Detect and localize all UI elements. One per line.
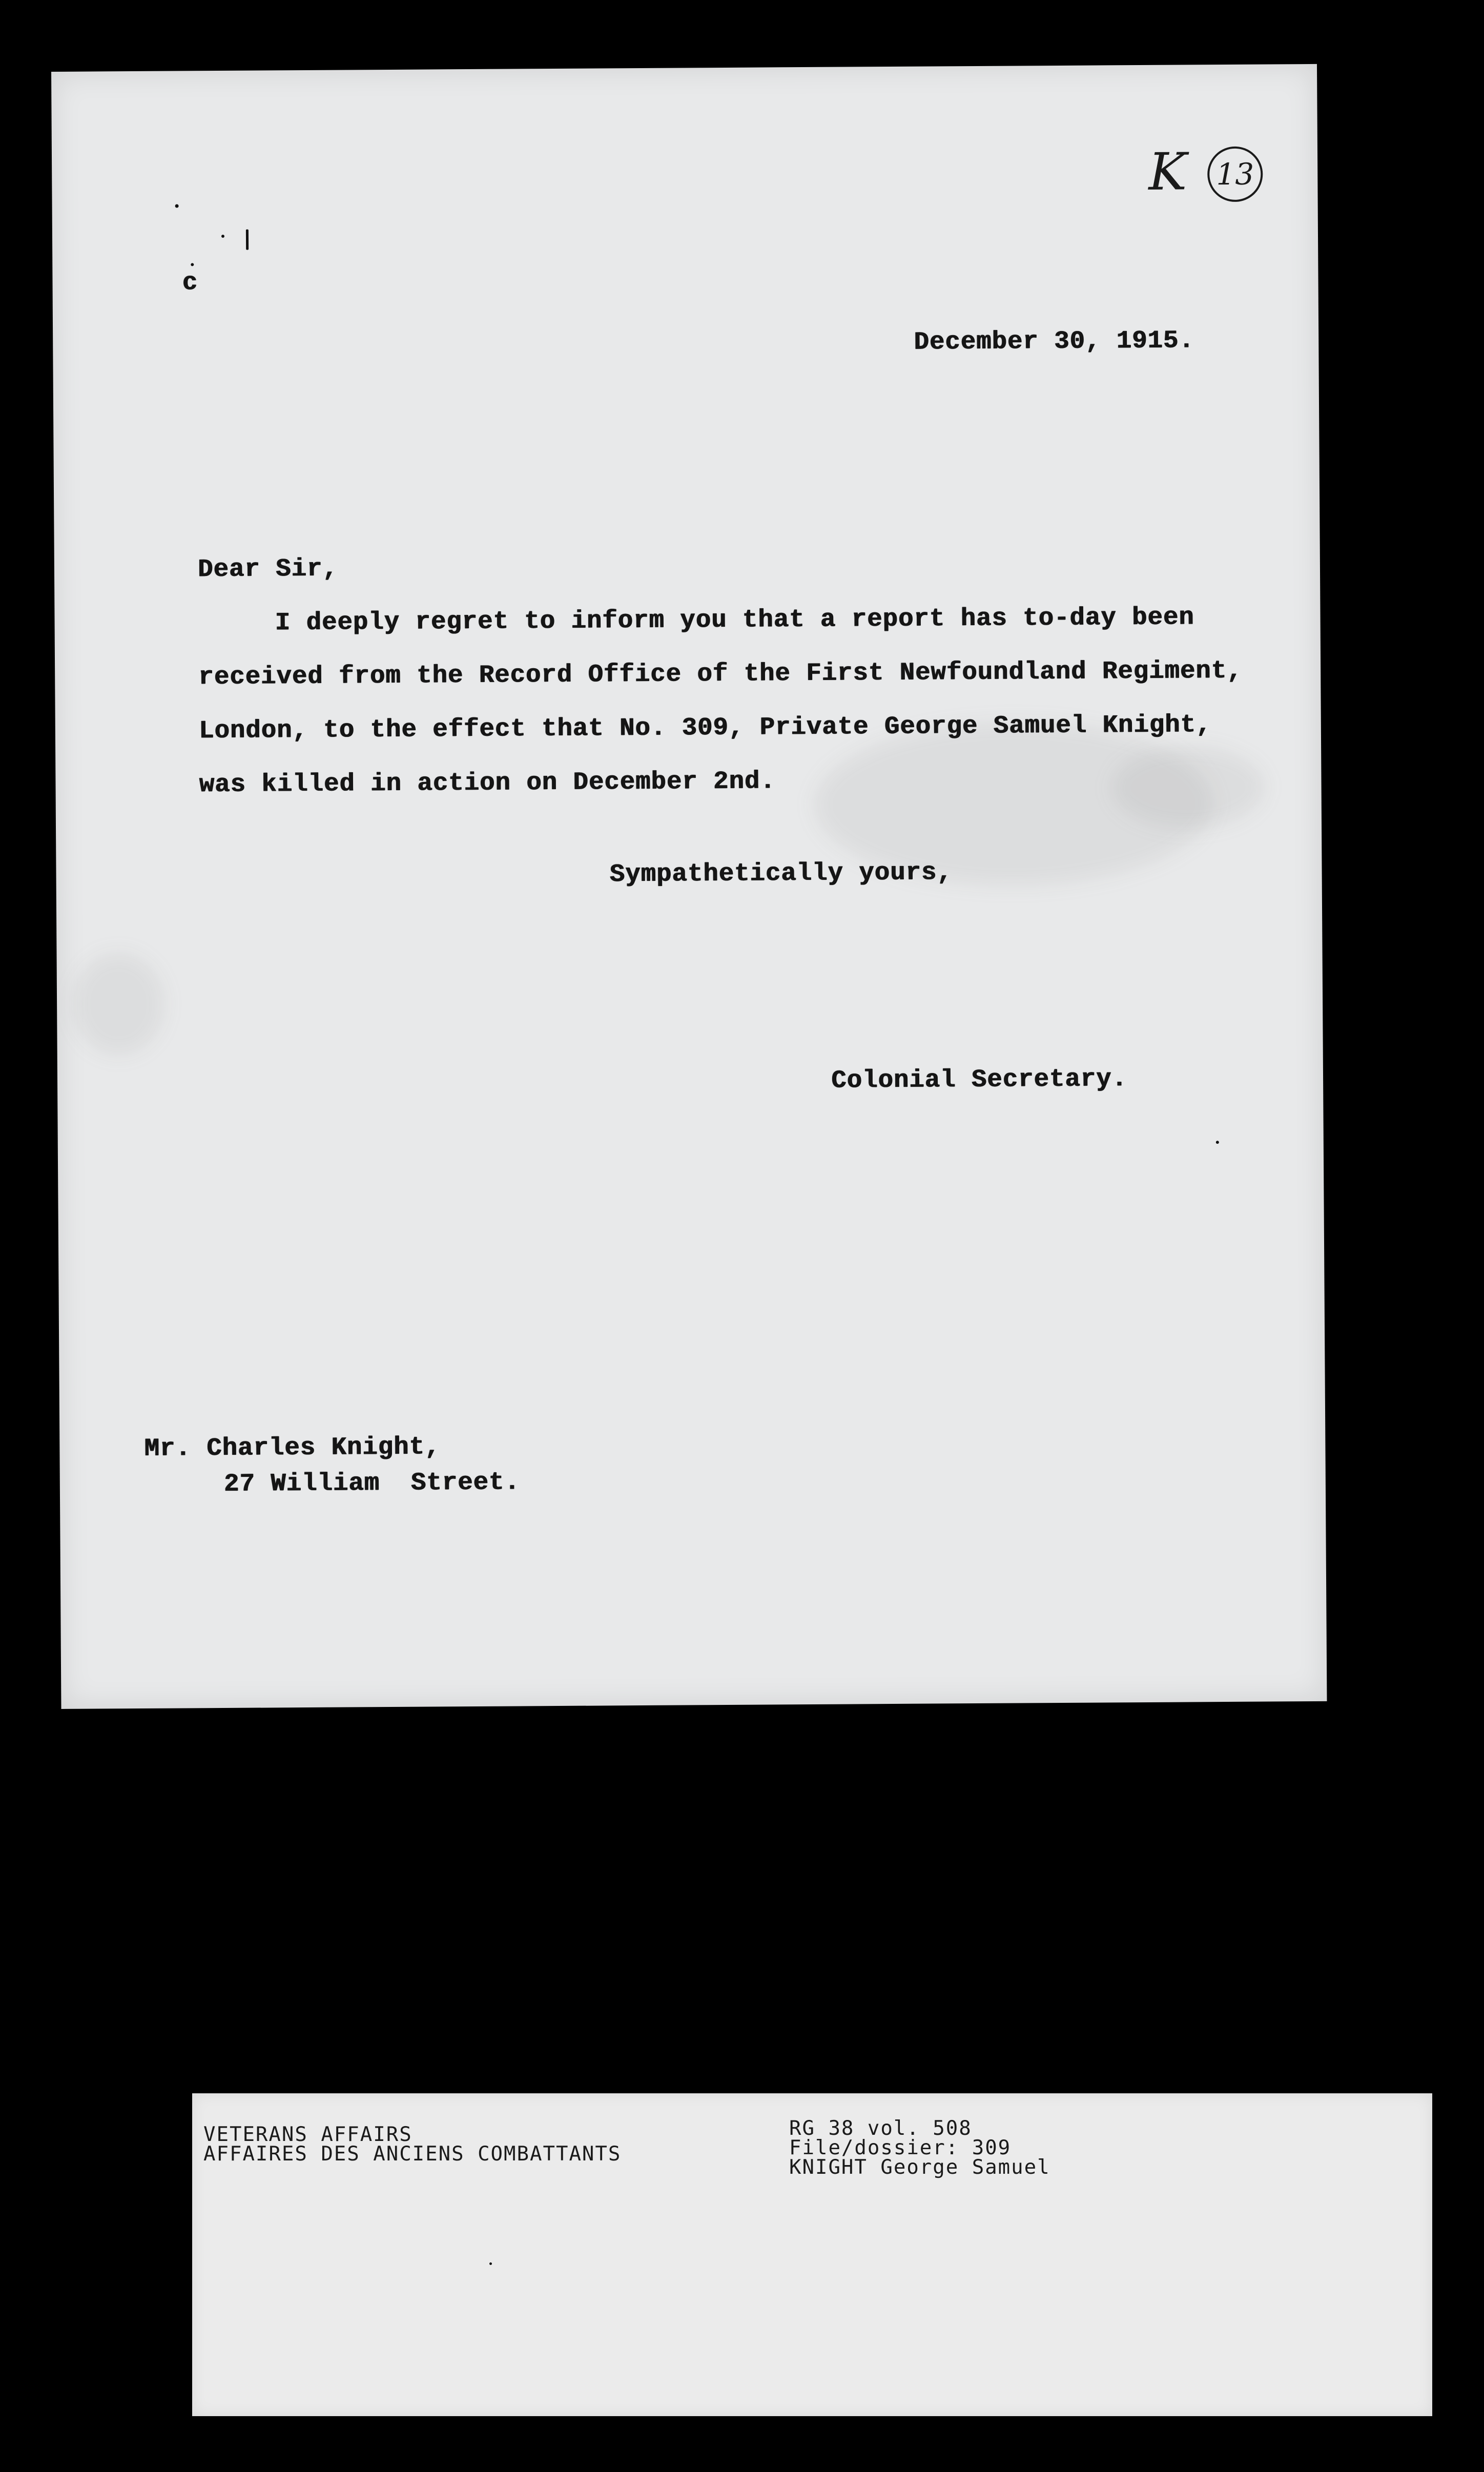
archive-label-card (192, 2093, 1432, 2416)
label-department-fr: AFFAIRES DES ANCIENS COMBATTANTS (203, 2143, 622, 2166)
signature-title: Colonial Secretary. (831, 1064, 1127, 1095)
ink-speck (175, 204, 179, 208)
handwritten-circled-number: 13 (1207, 147, 1263, 202)
addressee-street: 27 William Street. (223, 1468, 520, 1498)
letter-sheet (51, 64, 1327, 1709)
label-file-number: File/dossier: 309 (789, 2136, 1012, 2159)
addressee-name: Mr. Charles Knight, (144, 1432, 441, 1463)
ink-speck (1216, 1141, 1219, 1144)
body-line: I deeply regret to inform you that a report has to-day been (275, 603, 1194, 637)
body-line: was killed in action on December 2nd. (199, 767, 776, 799)
label-subject-name: KNIGHT George Samuel (789, 2156, 1050, 2179)
letter-date: December 30, 1915. (914, 326, 1194, 357)
body-line: received from the Record Office of the First Newfoundland Regiment, (198, 656, 1243, 692)
handwritten-reference: K (1148, 141, 1187, 202)
paper-stain (72, 953, 165, 1056)
salutation: Dear Sir, (197, 554, 338, 584)
corner-mark: c (182, 268, 198, 297)
ink-speck (221, 235, 224, 238)
paper-stain (1111, 746, 1265, 829)
label-department-en: VETERANS AFFAIRS (203, 2123, 413, 2146)
body-line: London, to the effect that No. 309, Private George Samuel Knight, (198, 710, 1212, 746)
closing: Sympathetically yours, (609, 858, 953, 889)
ink-speck (246, 230, 249, 250)
ink-speck (191, 263, 194, 266)
label-record-group: RG 38 vol. 508 (789, 2117, 972, 2140)
ink-speck (489, 2262, 492, 2265)
